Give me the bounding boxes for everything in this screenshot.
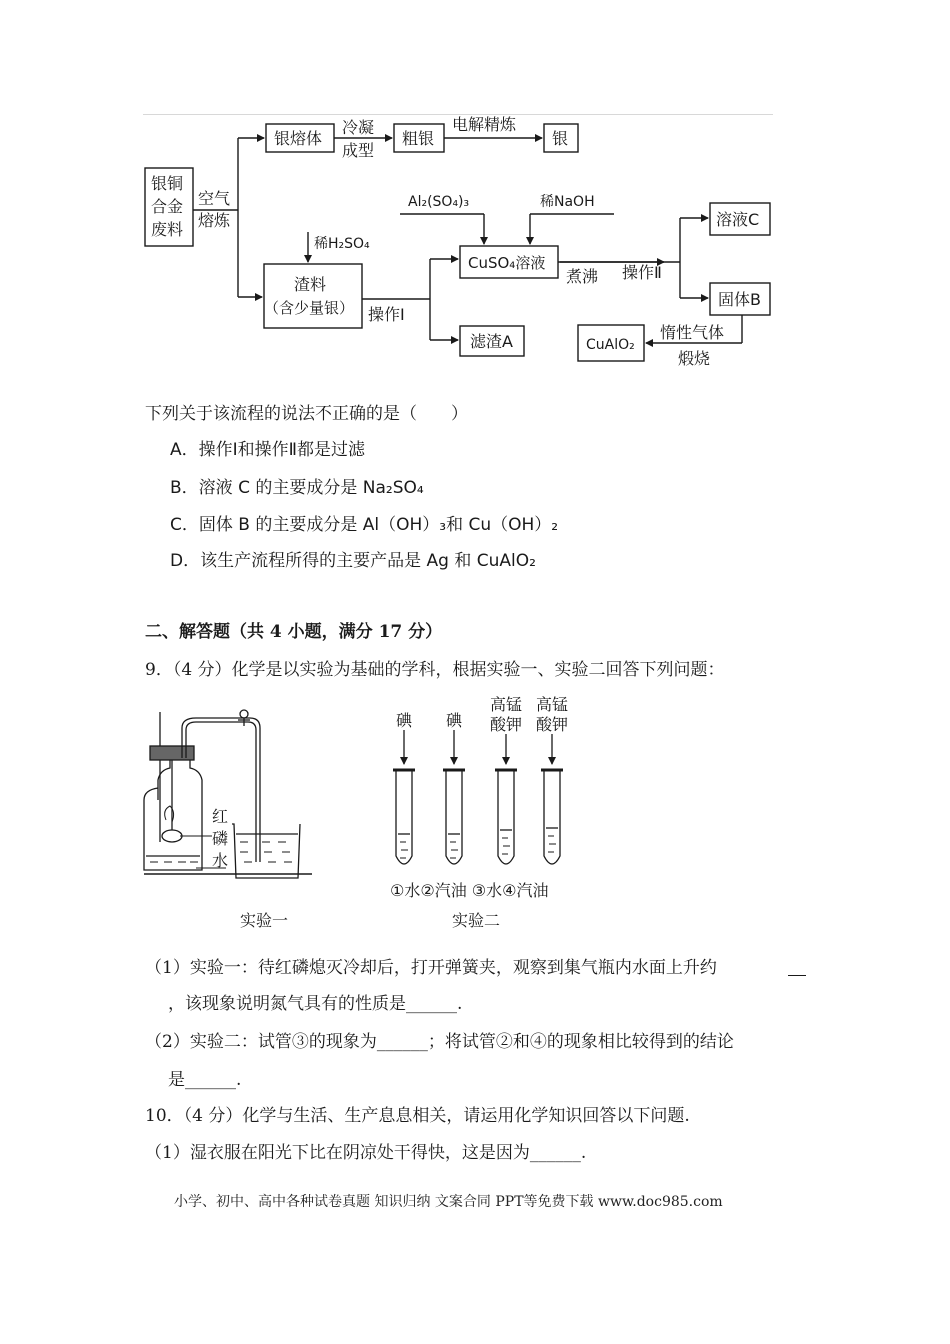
exp1-water-label: 水	[212, 851, 229, 870]
q9-part1-line2: ，该现象说明氮气具有的性质是______.	[168, 994, 463, 1014]
q9-part1-line1: （1）实验一：待红磷熄灭冷却后，打开弹簧夹，观察到集气瓶内水面上升约	[145, 958, 717, 978]
exp1-caption: 实验一	[240, 911, 289, 930]
q10-stem: 10．（4 分）化学与生活、生产息息相关，请运用化学知识回答以下问题.	[145, 1106, 690, 1126]
al2so43-label: Al₂(SO₄)₃	[408, 194, 470, 210]
q8-option-a: A．操作Ⅰ和操作Ⅱ都是过滤	[170, 440, 366, 460]
filter-residue-a-label: 滤渣A	[470, 332, 513, 351]
residue-label-1: 渣料	[294, 275, 327, 294]
experiment-figures	[0, 680, 950, 940]
raw-material-line1: 银铜	[151, 174, 184, 193]
raw-material-line3: 废料	[151, 220, 184, 239]
operation-2-label: 操作Ⅱ	[622, 263, 662, 282]
dilute-h2so4-label: 稀H₂SO₄	[314, 236, 370, 252]
experiment-2-test-tubes	[393, 730, 563, 864]
solution-c-label: 溶液C	[716, 210, 760, 229]
inert-gas-label: 惰性气体	[660, 323, 725, 342]
q9-stem: 9．（4 分）化学是以实验为基础的学科，根据实验一、实验二回答下列问题：	[145, 660, 725, 680]
exp2-tube3-label-1: 高锰	[490, 695, 523, 714]
crude-silver-label: 粗银	[402, 129, 435, 148]
dilute-naoh-label: 稀NaOH	[540, 194, 595, 210]
cualo2-label: CuAlO₂	[586, 337, 635, 353]
box-residue	[264, 264, 362, 328]
exp2-tube2-label: 碘	[446, 711, 463, 730]
exp1-red-label-2: 磷	[212, 829, 229, 848]
q9-part2-line1: （2）实验二：试管③的现象为______；将试管②和④的现象相比较得到的结论	[145, 1032, 734, 1052]
operation-1-label: 操作Ⅰ	[368, 305, 405, 324]
q10-part1: （1）湿衣服在阳光下比在阴凉处干得快，这是因为______.	[145, 1143, 587, 1163]
q8-stem: 下列关于该流程的说法不正确的是（ ）	[145, 404, 468, 424]
tube-4	[541, 734, 563, 864]
boil-label: 煮沸	[566, 267, 599, 286]
exp2-tube-labels: ①水②汽油 ③水④汽油	[390, 881, 549, 900]
exp2-tube4-label-1: 高锰	[536, 695, 569, 714]
residue-label-2: （含少量银）	[264, 299, 355, 317]
exp2-tube3-label-2: 酸钾	[490, 715, 523, 734]
q9-part1-blank	[788, 975, 806, 976]
solid-b-label: 固体B	[718, 290, 761, 309]
tube-2	[443, 730, 465, 864]
section2-heading: 二、解答题（共 4 小题，满分 17 分）	[145, 622, 443, 642]
calcine-label: 煅烧	[678, 349, 711, 368]
silver-melt-label: 银熔体	[274, 129, 323, 148]
exp2-tube1-label: 碘	[396, 711, 413, 730]
q9-part2-line2: 是______.	[168, 1070, 242, 1090]
q8-option-b: B．溶液 C 的主要成分是 Na₂SO₄	[170, 478, 424, 498]
air-label: 空气	[198, 189, 231, 208]
cool-label: 冷凝	[342, 118, 375, 137]
tube-3	[495, 734, 517, 864]
q8-option-d: D．该生产流程所得的主要产品是 Ag 和 CuAlO₂	[170, 551, 536, 571]
exp2-tube4-label-2: 酸钾	[536, 715, 569, 734]
raw-material-line2: 合金	[151, 197, 184, 216]
process-flowchart	[0, 0, 950, 380]
page-footer: 小学、初中、高中各种试卷真题 知识归纳 文案合同 PPT等免费下载 www.doc985.com	[174, 1194, 723, 1210]
electrolytic-refine-label: 电解精炼	[452, 115, 517, 134]
exp2-caption: 实验二	[452, 911, 501, 930]
cuso4-label: CuSO₄溶液	[468, 254, 546, 272]
q8-option-c: C．固体 B 的主要成分是 Al（OH）₃和 Cu（OH）₂	[170, 515, 559, 535]
form-label: 成型	[342, 141, 375, 160]
exp1-red-label-1: 红	[212, 807, 229, 826]
tube-1	[393, 730, 415, 864]
silver-label: 银	[552, 129, 569, 148]
smelt-label: 熔炼	[198, 211, 231, 230]
